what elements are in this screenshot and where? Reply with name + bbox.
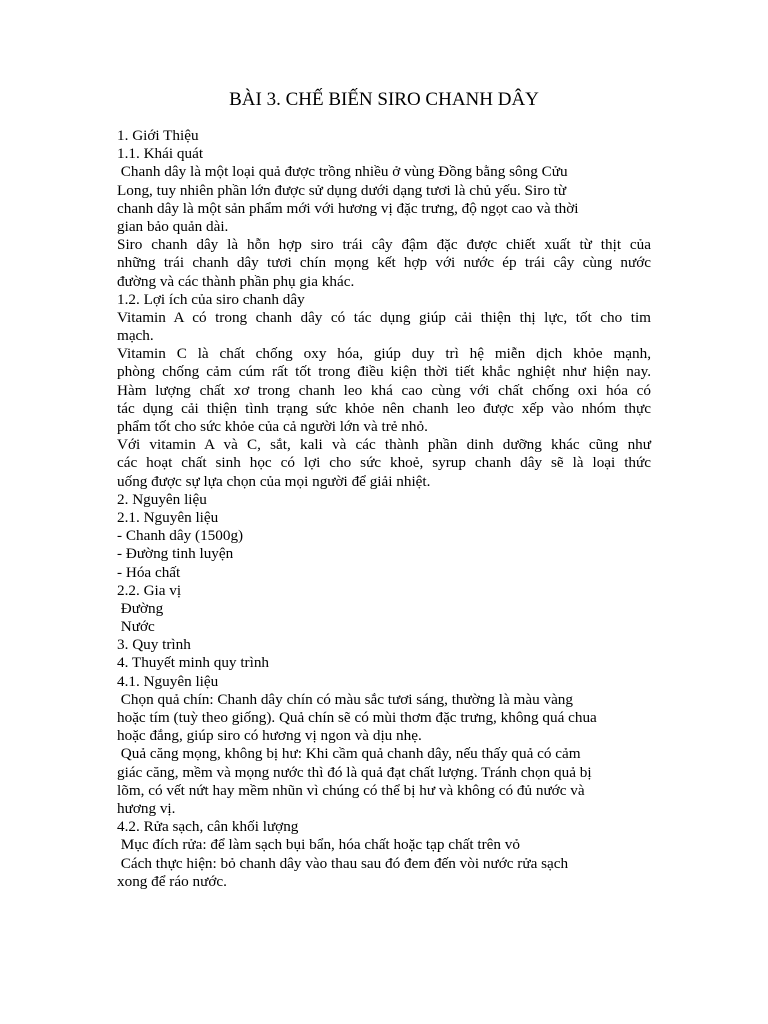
text-line: 3. Quy trình	[117, 636, 191, 654]
text-line: Chọn quả chín: Chanh dây chín có màu sắc tươi sáng, thường là màu vàng	[117, 690, 573, 708]
text-line: Nước	[117, 618, 155, 636]
text-line: 4.1. Nguyên liệu	[117, 672, 219, 690]
text-line: hoặc đắng, giúp siro có hương vị ngon và dịu nhẹ.	[117, 727, 422, 745]
text-line: Vitamin C là chất chống oxy hóa, giúp duy trì hệ miễn dịch khỏe mạnh,	[117, 345, 651, 363]
text-line: uống được sự lựa chọn của mọi người để giải nhiệt.	[117, 472, 431, 490]
text-line: 1.1. Khái quát	[117, 145, 204, 163]
text-line: 1. Giới Thiệu	[117, 127, 199, 144]
text-line: 4. Thuyết minh quy trình	[117, 654, 270, 672]
text-line: đường và các thành phần phụ gia khác.	[117, 272, 355, 290]
text-line: Với vitamin A và C, sắt, kali và các thành phần dinh dưỡng khác cũng như	[117, 436, 651, 454]
text-line: Siro chanh dây là hỗn hợp siro trái cây đậm đặc được chiết xuất từ thịt của	[117, 236, 651, 254]
text-line: - Đường tinh luyện	[117, 545, 234, 563]
text-line: hoặc tím (tuỳ theo giống). Quả chín sẽ có mùi thơm đặc trưng, không quá chua	[117, 709, 597, 726]
text-line: các hoạt chất sinh học có lợi cho sức khoẻ, syrup chanh dây sẽ là loại thức	[117, 454, 651, 472]
text-line: phòng chống cảm cúm rất tốt trong điều kiện thời tiết khắc nghiệt như hiện nay.	[117, 363, 651, 381]
text-line: Quả căng mọng, không bị hư: Khi cầm quả chanh dây, nếu thấy quả có cảm	[117, 745, 581, 763]
text-line: phẩm tốt cho sức khỏe của cả người lớn và trẻ nhỏ.	[117, 418, 428, 435]
text-line: mạch.	[117, 327, 154, 345]
text-line: chanh dây là một sản phẩm mới với hương vị đặc trưng, độ ngọt cao và thời	[117, 199, 579, 217]
text-line: 2.2. Gia vị	[117, 581, 182, 599]
text-line: hương vị.	[117, 799, 176, 817]
document-body	[117, 127, 651, 891]
text-line: Đường	[117, 599, 164, 617]
text-line: Hàm lượng chất xơ trong chanh leo khá cao cùng với chất chống oxi hóa có	[117, 381, 651, 399]
text-line: 1.2. Lợi ích của siro chanh dây	[117, 290, 305, 308]
text-line: xong để ráo nước.	[117, 872, 227, 890]
text-line: những trái chanh dây tươi chín mọng kết hợp với nước ép trái cây cùng nước	[117, 254, 651, 272]
text-line: lõm, có vết nứt hay mềm nhũn vì chúng có thể bị hư và không có đủ nước và	[117, 781, 585, 799]
text-line: Long, tuy nhiên phần lớn được sử dụng dưới dạng tươi là chủ yếu. Siro từ	[117, 181, 567, 199]
text-line: Cách thực hiện: bỏ chanh dây vào thau sau đó đem đến vòi nước rửa sạch	[117, 854, 569, 872]
text-line: gian bảo quản dài.	[117, 217, 229, 235]
text-line: tác dụng cải thiện tình trạng sức khỏe nên chanh leo được xếp vào nhóm thực	[117, 399, 651, 417]
document-title: BÀI 3. CHẾ BIẾN SIRO CHANH DÂY	[229, 89, 539, 110]
text-line: Vitamin A có trong chanh dây có tác dụng giúp cải thiện thị lực, tốt cho tim	[117, 308, 651, 326]
text-line: - Hóa chất	[117, 563, 181, 581]
text-line: - Chanh dây (1500g)	[117, 527, 244, 545]
text-line: Chanh dây là một loại quả được trồng nhiều ở vùng Đồng bằng sông Cửu	[117, 163, 568, 181]
text-line: 2. Nguyên liệu	[117, 490, 207, 508]
text-line: 4.2. Rửa sạch, cân khối lượng	[117, 818, 299, 836]
text-line: Mục đích rửa: để làm sạch bụi bẩn, hóa chất hoặc tạp chất trên vỏ	[117, 836, 520, 854]
text-line: giác căng, mềm và mọng nước thì đó là quả đạt chất lượng. Tránh chọn quả bị	[117, 763, 592, 781]
text-line: 2.1. Nguyên liệu	[117, 508, 219, 526]
